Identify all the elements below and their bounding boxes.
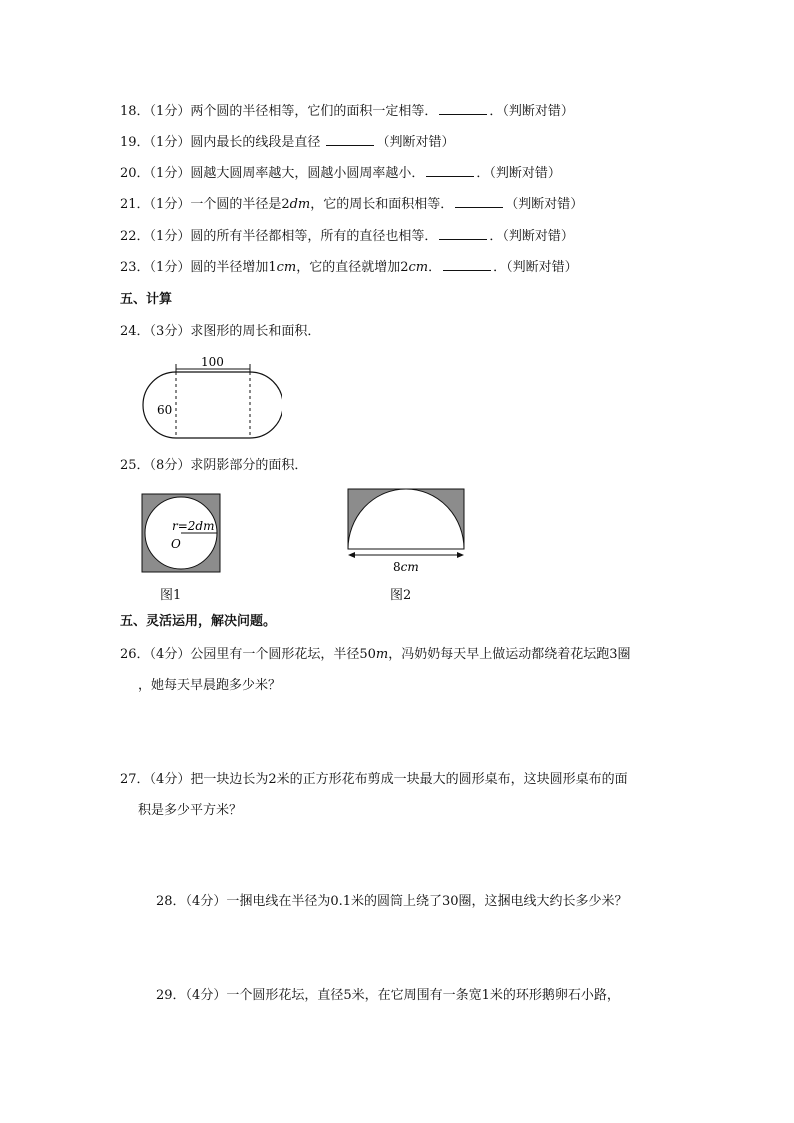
q21-suffix: （判断对错）: [505, 197, 584, 212]
question-21: [120, 197, 583, 213]
q20-answer-blank[interactable]: [426, 166, 474, 177]
q23-text: 23．（1分）圆的半径增加1: [120, 260, 277, 275]
q21-text: 21．（1分）一个圆的半径是2: [120, 197, 290, 212]
q26-unit: m: [375, 647, 389, 662]
arrow-right: [457, 552, 464, 558]
question-24: 24．（3分）求图形的周长和面积．: [120, 324, 321, 339]
arrow-left: [348, 552, 355, 558]
q21-text-2: ，它的周长和面积相等．: [310, 197, 454, 212]
question-26-line-1: [120, 647, 630, 663]
q19-answer-blank[interactable]: [326, 135, 374, 146]
q21-unit: dm: [289, 197, 311, 212]
label-100: 100: [201, 355, 224, 369]
label-60: 60: [157, 403, 173, 417]
question-18: [120, 104, 574, 120]
section-heading-calculation: 五、计算: [120, 292, 173, 307]
question-20: [120, 166, 561, 182]
q23-suffix: ．（判断对错）: [493, 260, 578, 275]
figure-1-circle-in-square: [140, 492, 224, 576]
q18-text: 18．（1分）两个圆的半径相等，它们的面积一定相等．: [120, 104, 438, 119]
question-25: 25．（8分）求阴影部分的面积．: [120, 458, 308, 473]
question-27-line-1: 27．（4分）把一块边长为2米的正方形花布剪成一块最大的圆形桌布，这块圆形桌布的面: [120, 772, 628, 787]
question-28: 28．（4分）一捆电线在半径为0.1米的圆筒上绕了30圈，这捆电线大约长多少米？: [156, 894, 628, 909]
question-19: [120, 135, 454, 151]
q23-answer-blank[interactable]: [443, 260, 491, 271]
center-label: O: [171, 537, 181, 551]
width-label: 8cm: [393, 560, 419, 574]
q26-text: 26．（4分）公园里有一个圆形花坛，半径50: [120, 647, 376, 662]
q23-unit-1: cm: [276, 260, 297, 275]
q26-text-2: ，冯奶奶每天早上做运动都绕着花坛跑3圈: [388, 647, 631, 662]
q22-suffix: ．（判断对错）: [489, 229, 574, 244]
q20-text: 20．（1分）圆越大圆周率越大，圆越小圆周率越小．: [120, 166, 425, 181]
q21-answer-blank[interactable]: [455, 197, 503, 208]
question-27-line-2: 积是多少平方米？: [138, 803, 243, 818]
figure-2-semicircle-in-rectangle: [345, 487, 467, 577]
figure-2-caption: 图2: [390, 588, 412, 603]
question-23: [120, 260, 578, 276]
q18-answer-blank[interactable]: [439, 104, 487, 115]
q23-text-2: ，它的直径就增加2: [296, 260, 409, 275]
q18-suffix: ．（判断对错）: [489, 104, 574, 119]
section-heading-application: 五、灵活运用，解决问题。: [120, 614, 277, 629]
q19-text: 19．（1分）圆内最长的线段是直径: [120, 135, 321, 150]
question-29: 29．（4分）一个圆形花坛，直径5米，在它周围有一条宽1米的环形鹅卵石小路，: [156, 988, 620, 1003]
question-22: [120, 229, 574, 245]
figure-stadium-shape: [140, 350, 282, 442]
q22-answer-blank[interactable]: [439, 229, 487, 240]
q20-suffix: ．（判断对错）: [476, 166, 561, 181]
radius-label: r=2dm: [172, 519, 215, 533]
q23-unit-2: cm: [408, 260, 429, 275]
figure-1-caption: 图1: [160, 588, 182, 603]
q22-text: 22．（1分）圆的所有半径都相等，所有的直径也相等．: [120, 229, 438, 244]
q23-text-3: ．: [428, 260, 442, 275]
q19-suffix: （判断对错）: [376, 135, 455, 150]
question-26-line-2: ，她每天早晨跑多少米？: [138, 678, 282, 693]
